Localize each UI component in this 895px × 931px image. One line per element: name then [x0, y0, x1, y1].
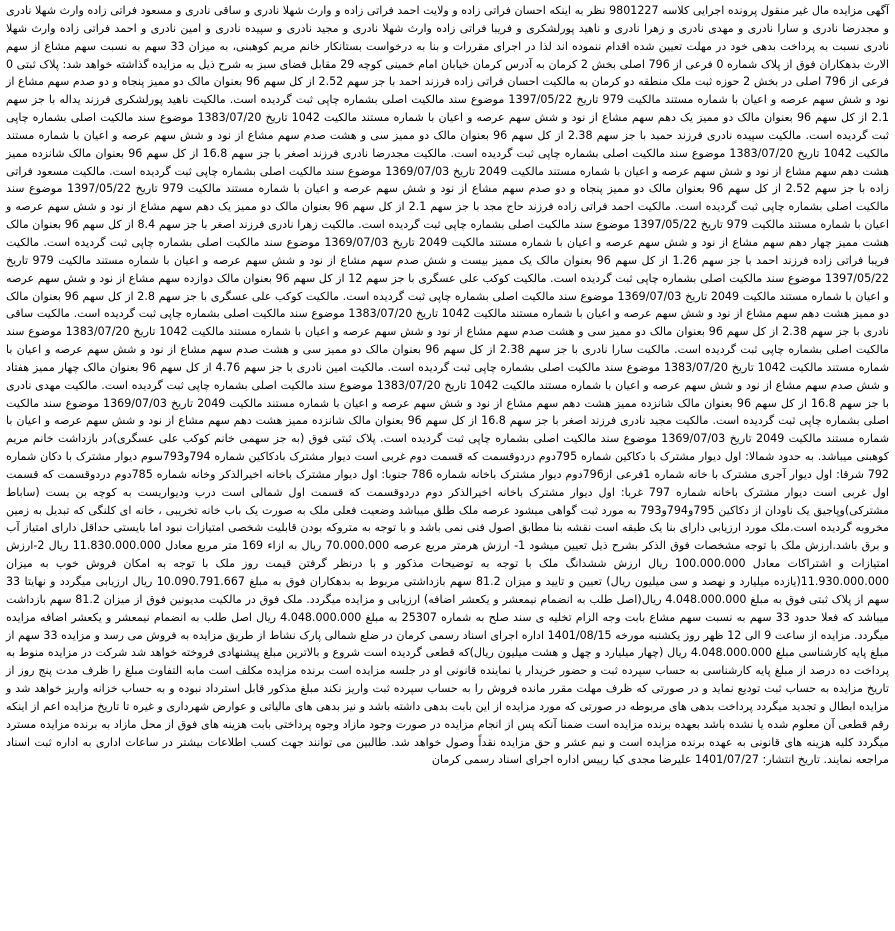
auction-notice-text: آگهی مزایده مال غیر منقول پرونده اجرایی کلاسه 9801227 نظر به اینکه احسان فراتی زاده و ولایت احمد فراتی زاده و وارث شهلا نادری و ساقی نادری و مسعود فراتی زاده وارث شهلا نادری و مجدرضا نادری و سارا نادری و مهدی نادری و زهرا نادری و ناهید پورلشکری و فریبا فراتی زاده وارث شهلا نادری و مجید نادری و سپیده نادری و امین نادری و احمد فراتی زاده وارث شهلا نادری نسبت به پرداخت بدهی خود در مهلت تعیین شده اقدام ننموده اند لذا در اجرای مقررات و بنا به درخواست بستانکار خانم مریم کوهبنی، به میزان 33 سهم به نسبت سهم مشاع از سهم الارث بدهکاران فوق از پلاک شماره 0 فرعی از 796 اصلی بخش 2 کرمان به آدرس کرمان خیابان امام خمینی کوچه 29 مقابل فضای سبز به شرح ذیل به مزایده گذاشته خواهد شد: پلاک ثبتی 0 فرعی از 796 اصلی در بخش 2 حوزه ثبت ملک منطقه دو کرمان به مالکیت احسان فراتی زاده فرزند احمد با جز سهم 2.52 از کل سهم 96 بعنوان مالک دو ممیز پنجاه و دو صدم سهم مشاع از نود و شش سهم عرصه و اعیان با شماره مستند مالکیت 979 تاریخ 1397/05/22 موضوع سند مالکیت اصلی بشماره چاپی ثبت گردیده است. مالکیت ناهید پورلشکری فرزند یداله با جز سهم 2.1 از کل سهم 96 بعنوان مالک دو ممیز یک دهم سهم مشاع از نود و شش سهم عرصه و اعیان با شماره مستند مالکیت 1042 تاریخ 1383/07/20 موضوع سند مالکیت اصلی بشماره چاپی ثبت گردیده است. مالکیت سپیده نادری فرزند حمید با جز سهم 2.38 از کل سهم 96 بعنوان مالک دو ممیز سی و هشت صدم سهم مشاع از نود و شش سهم عرصه و اعیان با شماره مستند مالکیت 1042 تاریخ 1383/07/20 موضوع سند مالکیت اصلی بشماره چاپی ثبت گردیده است. مالکیت مجدرضا نادری فرزند اصغر با جز سهم 16.8 از کل سهم 96 بعنوان مالک شانزده ممیز هشت دهم سهم مشاع از نود و شش سهم عرصه و اعیان با شماره مستند مالکیت 2049 تاریخ 1369/07/03 موضوع سند مالکیت اصلی بشماره چاپی ثبت گردیده است. مالکیت مسعود فراتی زاده با جز سهم 2.52 از کل سهم 96 بعنوان مالک دو ممیز پنجاه و دو صدم سهم مشاع از نود و شش سهم عرصه و اعیان با شماره مستند مالکیت 979 تاریخ 1397/05/22 موضوع سند مالکیت اصلی بشماره چاپی ثبت گردیده است. مالکیت احمد فراتی زاده فرزند حاج مجد با جز سهم 2.1 از کل سهم 96 بعنوان مالک دو ممیز یک دهم سهم مشاع از نود و شش سهم عرصه و اعیان با شماره مستند مالکیت 979 تاریخ 1397/05/22 موضوع سند مالکیت اصلی بشماره چاپی ثبت گردیده است. مالکیت زهرا نادری فرزند اصغر با جز سهم 8.4 از کل سهم 96 بعنوان مالک هشت ممیز چهار دهم سهم مشاع از نود و شش سهم عرصه و اعیان با شماره مستند مالکیت 2049 تاریخ 1369/07/03 موضوع سند مالکیت اصلی بشماره چاپی ثبت گردیده است. مالکیت فریبا فراتی زاده فرزند احمد با جز سهم 1.26 از کل سهم 96 بعنوان مالک یک ممیز بیست و شش صدم سهم مشاع از نود و شش سهم عرصه و اعیان با شماره مستند مالکیت 979 تاریخ 1397/05/22 موضوع سند مالکیت اصلی بشماره چاپی ثبت گردیده است. مالکیت کوکب علی عسگری با جز سهم 12 از کل سهم 96 بعنوان مالک دوازده سهم مشاع از نود و شش سهم عرصه و اعیان با شماره مستند مالکیت 2049 تاریخ 1369/07/03 موضوع سند مالکیت اصلی بشماره چاپی ثبت گردیده است. مالکیت کوکب علی عسگری با جز سهم 2.8 از کل سهم 96 بعنوان مالک دو ممیز هشت دهم سهم مشاع از نود و شش سهم عرصه و اعیان با شماره مستند مالکیت 1042 تاریخ 1383/07/20 موضوع سند مالکیت اصلی بشماره چاپی ثبت گردیده است. مالکیت ساقی نادری با جز سهم 2.38 از کل سهم 96 بعنوان مالک دو ممیز سی و هشت صدم سهم مشاع از نود و شش سهم عرصه و اعیان با شماره مستند مالکیت 1042 تاریخ 1383/07/20 موضوع سند مالکیت اصلی بشماره چاپی ثبت گردیده است. مالکیت سارا نادری با جز سهم 2.38 از کل سهم 96 بعنوان مالک دو ممیز سی و هشت صدم سهم مشاع از نود و شش سهم عرصه و اعیان با شماره مستند مالکیت 1042 تاریخ 1383/07/20 موضوع سند مالکیت اصلی بشماره چاپی ثبت گردیده است. مالکیت امین نادری با جز سهم 4.76 از کل سهم 96 بعنوان مالک چهار ممیز هفتاد و شش صدم سهم مشاع از نود و شش سهم عرصه و اعیان با شماره مستند مالکیت 1042 تاریخ 1383/07/20 موضوع سند مالکیت اصلی بشماره چاپی ثبت گردیده است. مالکیت مهدی نادری با جز سهم 16.8 از کل سهم 96 بعنوان مالک شانزده ممیز هشت دهم سهم مشاع از نود و شش سهم عرصه و اعیان با شماره مستند مالکیت 2049 تاریخ 1369/07/03 موضوع سند مالکیت اصلی بشماره چاپی ثبت گردیده است. مالکیت مجید نادری فرزند اصغر با جز سهم 16.8 از کل سهم 96 بعنوان مالک شانزده ممیز هشت دهم سهم مشاع از نود و شش سهم عرصه و اعیان با شماره مستند مالکیت 2049 تاریخ 1369/07/03 موضوع سند مالکیت اصلی بشماره چاپی ثبت گردیده است. پلاک ثبتی فوق (به جز سهمی خانم کوکب علی عسگری)در بازداشت خانم مریم کوهبنی میباشد. به حدود شمالا: اول دیوار مشترک با دکاکین شماره 795دوم دردوقسمت که قسمت دوم غربی است دیوار مشترک بادکاکین شماره 794و793سوم دیوار مشترک با دکان شماره 792 شرقا: اول دیوار آجری مشترک با خانه شماره 1فرعی از796دوم دیوار مشترک باخانه شماره 786 جنوبا: اول دیوار مشترک باخانه اخیرالذکر وخانه شماره 785دوم دردوقسمت که قسمت اول غربی است دیوار مشترک باخانه شماره 797 غربا: اول دیوار مشترک باخانه اخیرالذکر دوم دردوقسمت که قسمت اول شمالی است درب ودیواریست به کوچه بن بست (ساباط مشترکی)وپاجیق یک ناودان از دکاکین 795و794و793 به مورد ثبت گواهی میشود عرصه ملک طلق میباشد وضعیت فعلی ملک به صورت یک باب خانه تخریبی ، خانه ای کلنگی که تبدیل به زمین مخروبه گردیده است.ملک مورد ارزیابی دارای بنا یک طبقه است نقشه بنا مطابق اصول فنی نمی باشد و با توجه به متروکه بودن قابلیت شخصی امتیازات نبود اما بایستی حداقل دارای امتیاز آب و برق باشد.ارزش ملک با توجه مشخصات فوق الذکر بشرح ذیل تعیین میشود 1- ارزش هرمتر مربع عرصه 70.000.000 ریال به ازاء 169 متر مربع معادل 11.830.000.000 ریال 2-ارزش امتیازات و اشتراکات معادل 100.000.000 ریال ارزش ششدانگ ملک با توجه به توضیحات مذکور و با درنظر گرفتن قیمت روز ملک با توجه به امکان فروش خوب به میزان 11.930.000.000(یازده میلیارد و نهصد و سی میلیون ریال) تعیین و تایید و میزان 81.2 سهم بازداشتی مربوط به بدهکاران فوق به مبلغ 10.090.791.667 ریال ارزیابی میگردد و نهایتا 33 سهم از پلاک ثبتی فوق به مبلغ 4.048.000.000 ریال(اصل طلب به انضمام نیمعشر و یکعشر اضافه) ارزیابی و مزایده میگردد. ملک فوق در مالکیت مدیونین فوق از میزان 81.2 سهم بازداشت میباشد که فعلا حدود 33 سهم به نسبت سهم مشاع بابت وجه الزام تخلیه ی سند صلح به شماره 25307 به مبلغ 4.048.000.000 ریال اصل طلب به انضمام نیمعشر و یکعشر اضافه مزایده میگردد. مزایده از ساعت 9 الی 12 ظهر روز یکشنبه مورخه 1401/08/15 اداره اجرای اسناد رسمی کرمان در ضلع شمالی پارک نشاط از طریق مزایده به فروش می رسد و مزایده 33 سهم از مبلغ پایه کارشناسی مبلغ 4.048.000.000 ریال (چهار میلیارد و چهل و هشت میلیون ریال)که قطعی گردیده است شروع و بالاترین مبلغ پیشنهادی فروخته خواهد شد شرکت در مزایده منوط به پرداخت ده درصد از مبلغ پایه کارشناسی به حساب سپرده ثبت و حضور خریدار یا نماینده قانونی او در جلسه مزایده است برنده مزایده مکلف است مابه التفاوت مبلغ را ظرف مدت پنج روز از تاریخ مزایده به حساب ثبت تودیع نماید و در صورتی که ظرف مهلت مقرر مانده فروش را به حساب سپرده ثبت واریز نکند مبلغ مذکور قابل استرداد نبوده و به حساب خزانه واریز خواهد شد و مزایده ابطال و تجدید میگردد پرداخت بدهی های مربوطه در صورتی که مورد مزایده از این بابت بدهی داشته باشد و نیز بدهی های مالیاتی و عوارض شهرداری و غیره تا تاریخ مزایده اعم از اینکه رقم قطعی آن معلوم شده یا نشده باشد بعهده برنده مزایده است ضمنا آنکه پس از انجام مزایده در صورت وجود مازاد وجوه پرداختی بابت هزینه های فوق از محل مازاد به برنده مزایده مسترد میگردد کلیه هزینه های قانونی به عهده برنده مزایده است و نیم عشر و حق مزایده نقداً وصول خواهد شد. طالبین می توانند جهت کسب اطلاعات بیشتر در ساعات اداری به اداره ثبت اسناد مراجعه نمایند. تاریخ انتشار: 1401/07/27 علیرضا مجدی کیا رییس اداره اجرای اسناد رسمی کرمان [6, 4, 890, 767]
